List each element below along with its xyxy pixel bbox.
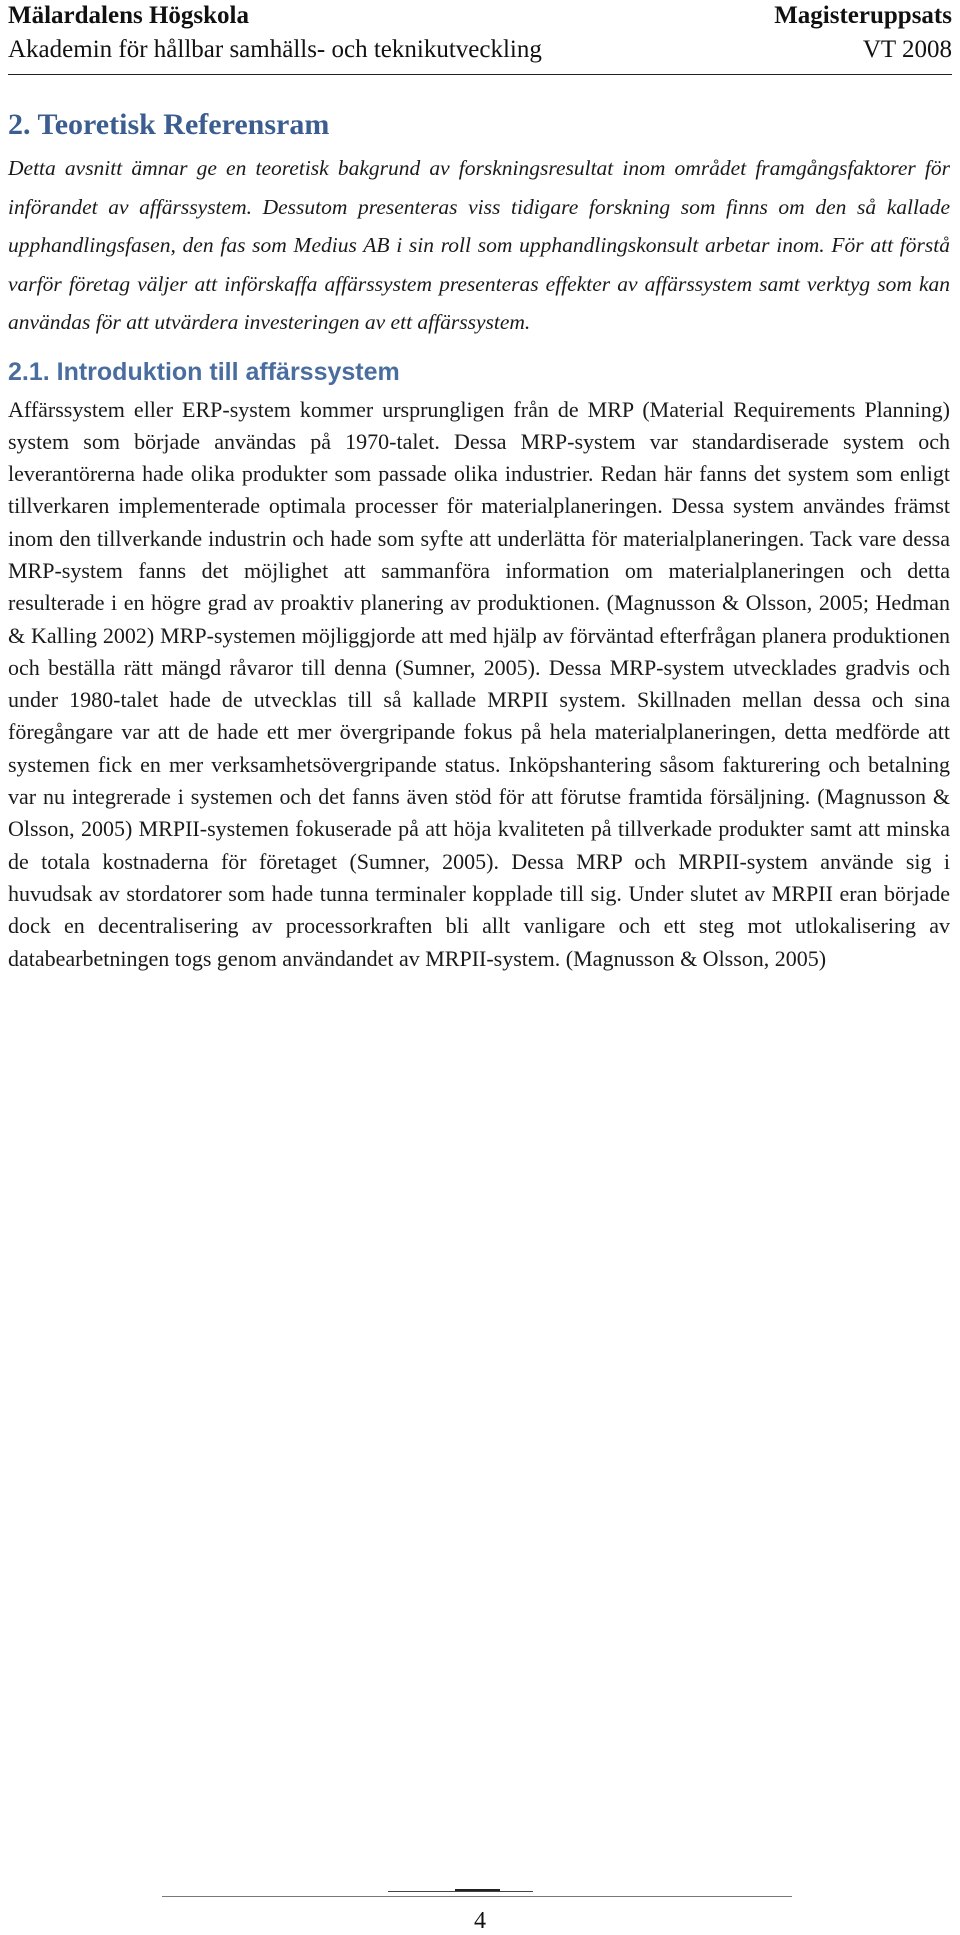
subsection-heading: 2.1. Introduktion till affärssystem	[8, 357, 400, 386]
institution-name: Mälardalens Högskola	[8, 2, 249, 29]
page-header	[8, 0, 952, 75]
document-type: Magisteruppsats	[774, 2, 952, 29]
footer-short-rule	[388, 1891, 533, 1892]
page-content	[8, 105, 950, 975]
term-label: VT 2008	[862, 36, 952, 63]
header-bottom-row	[8, 34, 952, 66]
subsection-body-paragraph: Affärssystem eller ERP-system kommer ursprungligen från de MRP (Material Requirements Planning) system som började användas på 1970-talet. Dessa MRP-system var standardiserade system och leverantörerna hade olika produkter som passade olika industrier. Redan här fanns det system som enligt tillverkaren implementerade optimala processer för materialplaneringen. Dessa system användes främst inom den tillverkande industrin och hade som syfte att underlätta för materialplaneringen. Tack vare dessa MRP-system fanns det möjlighet att sammanföra information om materialplaneringen och detta resulterade i en högre grad av proaktiv planering av produktionen. (Magnusson & Olsson, 2005; Hedman & Kalling 2002) MRP-systemen möjliggjorde att med hjälp av förväntad efterfrågan planera produktionen och beställa rätt mängd råvaror till denna (Sumner, 2005). Dessa MRP-system utvecklades gradvis och under 1980-talet hade de utvecklas till så kallade MRPII system. Skillnaden mellan dessa och sina föregångare var att de hade ett mer övergripande fokus på hela materialplaneringen, detta medförde att systemen fick en mer verksamhetsövergripande status. Inköpshantering såsom fakturering och betalning var nu integrerade i systemen och det fanns även stöd för att förutse framtida försäljning. (Magnusson & Olsson, 2005) MRPII-systemen fokuserade på att höja kvaliteten på tillverkade produkter samt att minska de totala kostnaderna för företaget (Sumner, 2005). Dessa MRP och MRPII-system använde sig i huvudsak av stordatorer som hade tunna terminaler kopplade till sig. Under slutet av MRPII eran började dock en decentralisering av processorkraften bli allt vanligare och ett steg mot utlokalisering av databearbetningen togs genom användandet av MRPII-system. (Magnusson & Olsson, 2005)	[8, 396, 950, 971]
footer-tick-rule	[455, 1889, 500, 1891]
page-number: 4	[474, 1908, 486, 1934]
section-intro-paragraph: Detta avsnitt ämnar ge en teoretisk bakgrund av forskningsresultat inom området framgångsfaktorer för införandet av affärssystem. Dessutom presenteras viss tidigare forskning som finns om den så kallade upphandlingsfasen, den fas som Medius AB i sin roll som upphandlingskonsult arbetar inom. För att förstå varför företag väljer att införskaffa affärssystem presenteras effekter av affärssystem samt verktyg som kan användas för att utvärdera investeringen av ett affärssystem.	[8, 156, 950, 334]
department-name: Akademin för hållbar samhälls- och teknikutveckling	[8, 36, 542, 63]
section-heading: 2. Teoretisk Referensram	[8, 108, 330, 141]
footer-rule	[162, 1896, 792, 1897]
header-top-row	[8, 0, 952, 32]
